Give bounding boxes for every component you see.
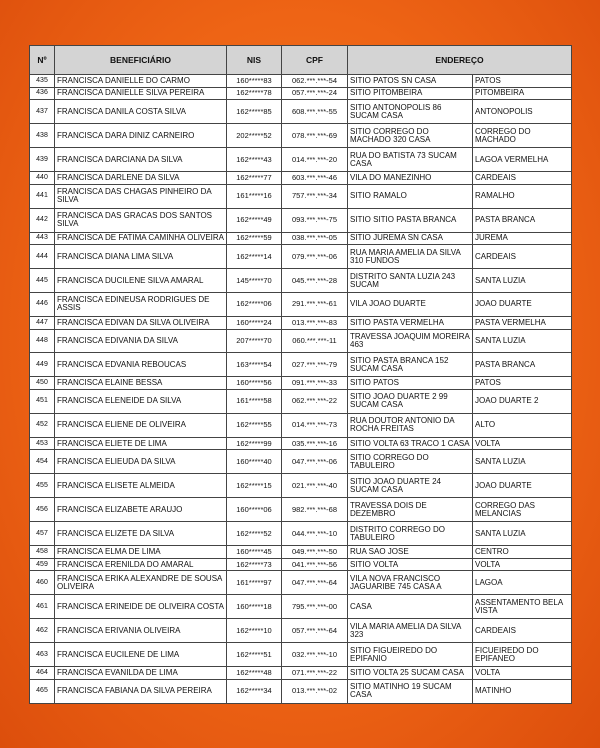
- beneficiary-name: FRANCISCA ELIEUDA DA SILVA: [55, 450, 227, 474]
- nis-value: 161*****16: [227, 184, 282, 208]
- table-row: [30, 643, 572, 667]
- table-row: [30, 450, 572, 474]
- beneficiary-name: FRANCISCA ERIKA ALEXANDRE DE SOUSA OLIVEIRA: [55, 571, 227, 595]
- beneficiary-name: FRANCISCA EDINEUSA RODRIGUES DE ASSIS: [55, 292, 227, 316]
- beneficiary-name: FRANCISCA ELIZETE DA SILVA: [55, 522, 227, 546]
- locality-value: PATOS: [473, 377, 572, 390]
- locality-value: PASTA VERMELHA: [473, 316, 572, 329]
- address-value: SITIO JUREMA SN CASA: [348, 232, 473, 245]
- cpf-value: 027.***.***-79: [282, 353, 348, 377]
- locality-value: JOAO DUARTE: [473, 474, 572, 498]
- beneficiary-name: FRANCISCA DUCILENE SILVA AMARAL: [55, 269, 227, 293]
- address-value: SITIO PASTA VERMELHA: [348, 316, 473, 329]
- address-value: SITIO FIGUEIREDO DO EPIFANIO: [348, 643, 473, 667]
- table-row: [30, 245, 572, 269]
- locality-value: CENTRO: [473, 546, 572, 559]
- locality-value: MATINHO: [473, 679, 572, 703]
- address-value: SITIO PATOS SN CASA: [348, 75, 473, 88]
- nis-value: 162*****55: [227, 413, 282, 437]
- header-cpf: CPF: [282, 46, 348, 75]
- locality-value: SANTA LUZIA: [473, 522, 572, 546]
- nis-value: 162*****51: [227, 643, 282, 667]
- table-row: [30, 413, 572, 437]
- nis-value: 202*****52: [227, 124, 282, 148]
- address-value: VILA MARIA AMELIA DA SILVA 323: [348, 619, 473, 643]
- beneficiary-name: FRANCISCA DARLENE DA SILVA: [55, 172, 227, 185]
- cpf-value: 047.***.***-64: [282, 571, 348, 595]
- table-row: [30, 667, 572, 680]
- beneficiary-name: FRANCISCA DARA DINIZ CARNEIRO: [55, 124, 227, 148]
- nis-value: 160*****18: [227, 595, 282, 619]
- row-number: 454: [30, 450, 55, 474]
- table-row: [30, 292, 572, 316]
- table-row: [30, 269, 572, 293]
- row-number: 448: [30, 329, 55, 353]
- nis-value: 162*****99: [227, 437, 282, 450]
- locality-value: PASTA BRANCA: [473, 208, 572, 232]
- address-value: VILA JOAO DUARTE: [348, 292, 473, 316]
- beneficiary-name: FRANCISCA DANILA COSTA SILVA: [55, 100, 227, 124]
- row-number: 462: [30, 619, 55, 643]
- locality-value: FICUEIREDO DO EPIFANEO: [473, 643, 572, 667]
- locality-value: CARDEAIS: [473, 245, 572, 269]
- row-number: 456: [30, 498, 55, 522]
- beneficiary-name: FRANCISCA DIANA LIMA SILVA: [55, 245, 227, 269]
- row-number: 452: [30, 413, 55, 437]
- address-value: SITIO PATOS: [348, 377, 473, 390]
- beneficiary-name: FRANCISCA DE FATIMA CAMINHA OLIVEIRA: [55, 232, 227, 245]
- row-number: 438: [30, 124, 55, 148]
- row-number: 453: [30, 437, 55, 450]
- row-number: 458: [30, 546, 55, 559]
- cpf-value: 014.***.***-73: [282, 413, 348, 437]
- beneficiary-name: FRANCISCA DANIELLE DO CARMO: [55, 75, 227, 88]
- beneficiary-name: FRANCISCA EUCILENE DE LIMA: [55, 643, 227, 667]
- table-row: [30, 546, 572, 559]
- locality-value: PATOS: [473, 75, 572, 88]
- nis-value: 162*****43: [227, 148, 282, 172]
- table-row: [30, 329, 572, 353]
- locality-value: JOAO DUARTE 2: [473, 390, 572, 414]
- cpf-value: 078.***.***-69: [282, 124, 348, 148]
- nis-value: 162*****34: [227, 679, 282, 703]
- cpf-value: 032.***.***-10: [282, 643, 348, 667]
- nis-value: 162*****10: [227, 619, 282, 643]
- row-number: 440: [30, 172, 55, 185]
- address-value: RUA DO BATISTA 73 SUCAM CASA: [348, 148, 473, 172]
- table-row: [30, 474, 572, 498]
- beneficiary-name: FRANCISCA DAS CHAGAS PINHEIRO DA SILVA: [55, 184, 227, 208]
- table-row: [30, 595, 572, 619]
- address-value: SITIO VOLTA 63 TRACO 1 CASA: [348, 437, 473, 450]
- nis-value: 162*****49: [227, 208, 282, 232]
- cpf-value: 035.***.***-16: [282, 437, 348, 450]
- locality-value: PASTA BRANCA: [473, 353, 572, 377]
- address-value: SITIO CORREGO DO MACHADO 320 CASA: [348, 124, 473, 148]
- locality-value: VOLTA: [473, 558, 572, 571]
- table-row: [30, 558, 572, 571]
- row-number: 465: [30, 679, 55, 703]
- row-number: 463: [30, 643, 55, 667]
- beneficiary-name: FRANCISCA DANIELLE SILVA PEREIRA: [55, 87, 227, 100]
- nis-value: 163*****54: [227, 353, 282, 377]
- cpf-value: 093.***.***-75: [282, 208, 348, 232]
- address-value: TRAVESSA DOIS DE DEZEMBRO: [348, 498, 473, 522]
- beneficiary-name: FRANCISCA ERENILDA DO AMARAL: [55, 558, 227, 571]
- row-number: 437: [30, 100, 55, 124]
- row-number: 450: [30, 377, 55, 390]
- address-value: SITIO SITIO PASTA BRANCA: [348, 208, 473, 232]
- address-value: VILA DO MANEZINHO: [348, 172, 473, 185]
- nis-value: 162*****52: [227, 522, 282, 546]
- beneficiary-name: FRANCISCA DAS GRACAS DOS SANTOS SILVA: [55, 208, 227, 232]
- table-row: [30, 100, 572, 124]
- row-number: 457: [30, 522, 55, 546]
- row-number: 449: [30, 353, 55, 377]
- nis-value: 160*****24: [227, 316, 282, 329]
- locality-value: CORREGO DAS MELANCIAS: [473, 498, 572, 522]
- nis-value: 160*****06: [227, 498, 282, 522]
- cpf-value: 079.***.***-06: [282, 245, 348, 269]
- beneficiary-name: FRANCISCA EVANILDA DE LIMA: [55, 667, 227, 680]
- address-value: SITIO JOAO DUARTE 2 99 SUCAM CASA: [348, 390, 473, 414]
- row-number: 459: [30, 558, 55, 571]
- nis-value: 207*****70: [227, 329, 282, 353]
- cpf-value: 045.***.***-28: [282, 269, 348, 293]
- beneficiary-name: FRANCISCA DARCIANA DA SILVA: [55, 148, 227, 172]
- nis-value: 161*****58: [227, 390, 282, 414]
- nis-value: 162*****06: [227, 292, 282, 316]
- nis-value: 162*****15: [227, 474, 282, 498]
- nis-value: 162*****73: [227, 558, 282, 571]
- address-value: SITIO JOAO DUARTE 24 SUCAM CASA: [348, 474, 473, 498]
- nis-value: 162*****59: [227, 232, 282, 245]
- beneficiary-name: FRANCISCA ELISETE ALMEIDA: [55, 474, 227, 498]
- beneficiary-name: FRANCISCA ELAINE BESSA: [55, 377, 227, 390]
- beneficiary-name: FRANCISCA EDVANIA REBOUCAS: [55, 353, 227, 377]
- table-row: [30, 232, 572, 245]
- locality-value: JOAO DUARTE: [473, 292, 572, 316]
- locality-value: ALTO: [473, 413, 572, 437]
- nis-value: 145*****70: [227, 269, 282, 293]
- nis-value: 162*****14: [227, 245, 282, 269]
- row-number: 445: [30, 269, 55, 293]
- row-number: 464: [30, 667, 55, 680]
- locality-value: JUREMA: [473, 232, 572, 245]
- row-number: 441: [30, 184, 55, 208]
- table-row: [30, 522, 572, 546]
- nis-value: 161*****97: [227, 571, 282, 595]
- row-number: 446: [30, 292, 55, 316]
- beneficiary-name: FRANCISCA EDIVAN DA SILVA OLIVEIRA: [55, 316, 227, 329]
- table-row: [30, 390, 572, 414]
- locality-value: VOLTA: [473, 667, 572, 680]
- address-value: SITIO PASTA BRANCA 152 SUCAM CASA: [348, 353, 473, 377]
- cpf-value: 044.***.***-10: [282, 522, 348, 546]
- address-value: SITIO VOLTA 25 SUCAM CASA: [348, 667, 473, 680]
- nis-value: 162*****48: [227, 667, 282, 680]
- beneficiary-name: FRANCISCA ELIENE DE OLIVEIRA: [55, 413, 227, 437]
- beneficiary-name: FRANCISCA ERIVANIA OLIVEIRA: [55, 619, 227, 643]
- row-number: 442: [30, 208, 55, 232]
- locality-value: SANTA LUZIA: [473, 269, 572, 293]
- cpf-value: 049.***.***-50: [282, 546, 348, 559]
- beneficiary-name: FRANCISCA ELIETE DE LIMA: [55, 437, 227, 450]
- nis-value: 162*****77: [227, 172, 282, 185]
- locality-value: ANTONOPOLIS: [473, 100, 572, 124]
- table-row: [30, 208, 572, 232]
- row-number: 461: [30, 595, 55, 619]
- table-row: [30, 377, 572, 390]
- address-value: SITIO RAMALO: [348, 184, 473, 208]
- beneficiary-name: FRANCISCA FABIANA DA SILVA PEREIRA: [55, 679, 227, 703]
- cpf-value: 038.***.***-05: [282, 232, 348, 245]
- table-row: [30, 184, 572, 208]
- cpf-value: 057.***.***-24: [282, 87, 348, 100]
- address-value: DISTRITO SANTA LUZIA 243 SUCAM: [348, 269, 473, 293]
- row-number: 435: [30, 75, 55, 88]
- row-number: 460: [30, 571, 55, 595]
- cpf-value: 013.***.***-02: [282, 679, 348, 703]
- beneficiary-table-sheet: [29, 45, 571, 704]
- locality-value: LAGOA VERMELHA: [473, 148, 572, 172]
- cpf-value: 757.***.***-34: [282, 184, 348, 208]
- table-row: [30, 571, 572, 595]
- cpf-value: 795.***.***-00: [282, 595, 348, 619]
- table-row: [30, 498, 572, 522]
- address-value: CASA: [348, 595, 473, 619]
- cpf-value: 047.***.***-06: [282, 450, 348, 474]
- table-row: [30, 619, 572, 643]
- table-row: [30, 87, 572, 100]
- table-row: [30, 437, 572, 450]
- cpf-value: 062.***.***-54: [282, 75, 348, 88]
- nis-value: 160*****83: [227, 75, 282, 88]
- header-number: Nº: [30, 46, 55, 75]
- nis-value: 160*****56: [227, 377, 282, 390]
- table-row: [30, 148, 572, 172]
- locality-value: CARDEAIS: [473, 619, 572, 643]
- beneficiary-table: [29, 45, 572, 704]
- row-number: 439: [30, 148, 55, 172]
- cpf-value: 021.***.***-40: [282, 474, 348, 498]
- beneficiary-name: FRANCISCA ELENEIDE DA SILVA: [55, 390, 227, 414]
- locality-value: SANTA LUZIA: [473, 329, 572, 353]
- locality-value: ASSENTAMENTO BELA VISTA: [473, 595, 572, 619]
- locality-value: LAGOA: [473, 571, 572, 595]
- table-body: [30, 75, 572, 704]
- address-value: RUA SAO JOSE: [348, 546, 473, 559]
- row-number: 451: [30, 390, 55, 414]
- cpf-value: 071.***.***-22: [282, 667, 348, 680]
- row-number: 447: [30, 316, 55, 329]
- row-number: 455: [30, 474, 55, 498]
- locality-value: CARDEAIS: [473, 172, 572, 185]
- nis-value: 162*****78: [227, 87, 282, 100]
- address-value: RUA DOUTOR ANTONIO DA ROCHA FREITAS: [348, 413, 473, 437]
- address-value: SITIO PITOMBEIRA: [348, 87, 473, 100]
- table-row: [30, 353, 572, 377]
- table-row: [30, 679, 572, 703]
- address-value: SITIO VOLTA: [348, 558, 473, 571]
- cpf-value: 060.***.***-11: [282, 329, 348, 353]
- nis-value: 160*****45: [227, 546, 282, 559]
- row-number: 436: [30, 87, 55, 100]
- cpf-value: 291.***.***-61: [282, 292, 348, 316]
- locality-value: RAMALHO: [473, 184, 572, 208]
- table-row: [30, 172, 572, 185]
- cpf-value: 603.***.***-46: [282, 172, 348, 185]
- cpf-value: 041.***.***-56: [282, 558, 348, 571]
- address-value: TRAVESSA JOAQUIM MOREIRA 463: [348, 329, 473, 353]
- header-beneficiary: BENEFICIÁRIO: [55, 46, 227, 75]
- nis-value: 160*****40: [227, 450, 282, 474]
- row-number: 443: [30, 232, 55, 245]
- beneficiary-name: FRANCISCA ERINEIDE DE OLIVEIRA COSTA: [55, 595, 227, 619]
- table-row: [30, 124, 572, 148]
- beneficiary-name: FRANCISCA ELIZABETE ARAUJO: [55, 498, 227, 522]
- cpf-value: 608.***.***-55: [282, 100, 348, 124]
- address-value: SITIO CORREGO DO TABULEIRO: [348, 450, 473, 474]
- cpf-value: 062.***.***-22: [282, 390, 348, 414]
- cpf-value: 014.***.***-20: [282, 148, 348, 172]
- beneficiary-name: FRANCISCA EDIVANIA DA SILVA: [55, 329, 227, 353]
- address-value: SITIO ANTONOPOLIS 86 SUCAM CASA: [348, 100, 473, 124]
- row-number: 444: [30, 245, 55, 269]
- table-row: [30, 75, 572, 88]
- cpf-value: 013.***.***-83: [282, 316, 348, 329]
- address-value: SITIO MATINHO 19 SUCAM CASA: [348, 679, 473, 703]
- address-value: RUA MARIA AMELIA DA SILVA 310 FUNDOS: [348, 245, 473, 269]
- beneficiary-name: FRANCISCA ELMA DE LIMA: [55, 546, 227, 559]
- cpf-value: 982.***.***-68: [282, 498, 348, 522]
- nis-value: 162*****85: [227, 100, 282, 124]
- table-row: [30, 316, 572, 329]
- header-nis: NIS: [227, 46, 282, 75]
- header-address: ENDEREÇO: [348, 46, 572, 75]
- cpf-value: 091.***.***-33: [282, 377, 348, 390]
- address-value: DISTRITO CORREGO DO TABULEIRO: [348, 522, 473, 546]
- address-value: VILA NOVA FRANCISCO JAGUARIBE 745 CASA A: [348, 571, 473, 595]
- table-header-row: [30, 46, 572, 75]
- cpf-value: 057.***.***-64: [282, 619, 348, 643]
- locality-value: VOLTA: [473, 437, 572, 450]
- locality-value: PITOMBEIRA: [473, 87, 572, 100]
- locality-value: CORREGO DO MACHADO: [473, 124, 572, 148]
- locality-value: SANTA LUZIA: [473, 450, 572, 474]
